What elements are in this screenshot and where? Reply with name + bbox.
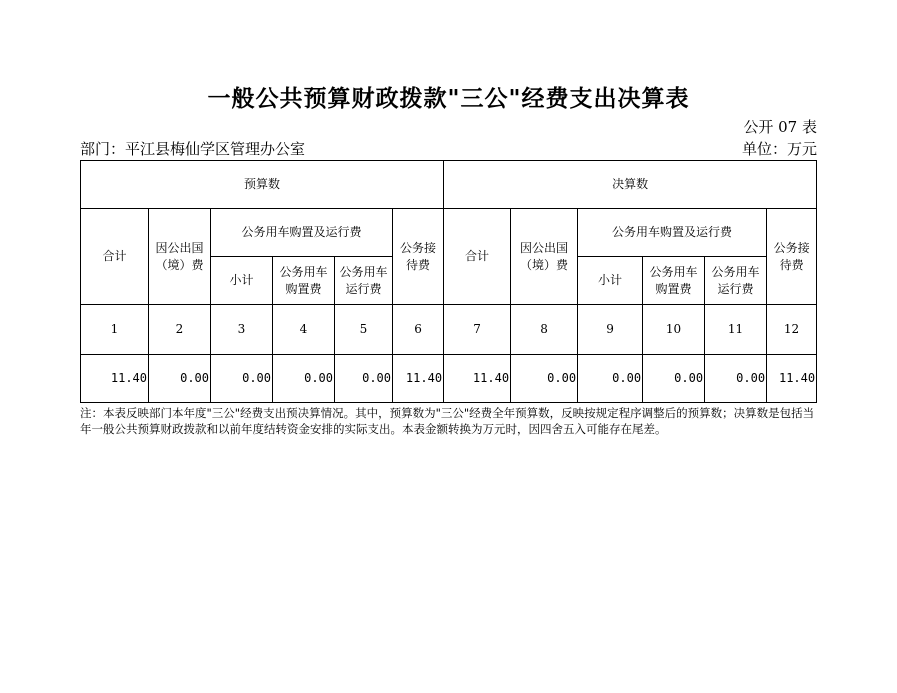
unit-label: 单位：万元 [741, 140, 817, 158]
final-subtotal-header: 小计 [578, 257, 643, 305]
final-vehicle-group-header: 公务用车购置及运行费 [578, 209, 767, 257]
report-title: 一般公共预算财政拨款"三公"经费支出决算表 [207, 86, 690, 112]
value-cell: 0.00 [149, 355, 211, 403]
column-index: 8 [511, 305, 578, 355]
form-number: 公开 07 表 [743, 118, 817, 136]
budget-group-header: 预算数 [81, 161, 444, 209]
final-abroad-header: 因公出国（境）费 [511, 209, 578, 305]
final-operation-header: 公务用车运行费 [705, 257, 767, 305]
value-cell: 11.40 [393, 355, 444, 403]
column-index: 1 [81, 305, 149, 355]
footnote: 注：本表反映部门本年度"三公"经费支出预决算情况。其中，预算数为"三公"经费全年预算数，反映按规定程序调整后的预算数；决算数是包括当年一般公共预算财政拨款和以前年度结转资金安排的实际支出。本表金额转换为万元时，因四舍五入可能存在尾差。 [80, 406, 815, 436]
column-index: 9 [578, 305, 643, 355]
department-label: 部门：平江县梅仙学区管理办公室 [80, 140, 306, 158]
final-total-header: 合计 [444, 209, 511, 305]
budget-vehicle-group-header: 公务用车购置及运行费 [211, 209, 393, 257]
column-index: 5 [335, 305, 393, 355]
value-cell: 0.00 [511, 355, 578, 403]
value-cell: 11.40 [81, 355, 149, 403]
expense-table [80, 160, 817, 403]
value-cell: 0.00 [335, 355, 393, 403]
column-index: 10 [643, 305, 705, 355]
budget-total-header: 合计 [81, 209, 149, 305]
value-cell: 0.00 [273, 355, 335, 403]
value-cell: 0.00 [643, 355, 705, 403]
final-purchase-header: 公务用车购置费 [643, 257, 705, 305]
budget-operation-header: 公务用车运行费 [335, 257, 393, 305]
budget-reception-header: 公务接待费 [393, 209, 444, 305]
column-index: 7 [444, 305, 511, 355]
column-index: 12 [767, 305, 817, 355]
value-cell: 11.40 [444, 355, 511, 403]
budget-abroad-header: 因公出国（境）费 [149, 209, 211, 305]
value-cell: 11.40 [767, 355, 817, 403]
column-index: 4 [273, 305, 335, 355]
final-group-header: 决算数 [444, 161, 817, 209]
budget-subtotal-header: 小计 [211, 257, 273, 305]
final-reception-header: 公务接待费 [767, 209, 817, 305]
column-index: 11 [705, 305, 767, 355]
budget-purchase-header: 公务用车购置费 [273, 257, 335, 305]
column-index: 3 [211, 305, 273, 355]
value-cell: 0.00 [578, 355, 643, 403]
value-cell: 0.00 [211, 355, 273, 403]
column-index: 2 [149, 305, 211, 355]
column-index: 6 [393, 305, 444, 355]
value-cell: 0.00 [705, 355, 767, 403]
